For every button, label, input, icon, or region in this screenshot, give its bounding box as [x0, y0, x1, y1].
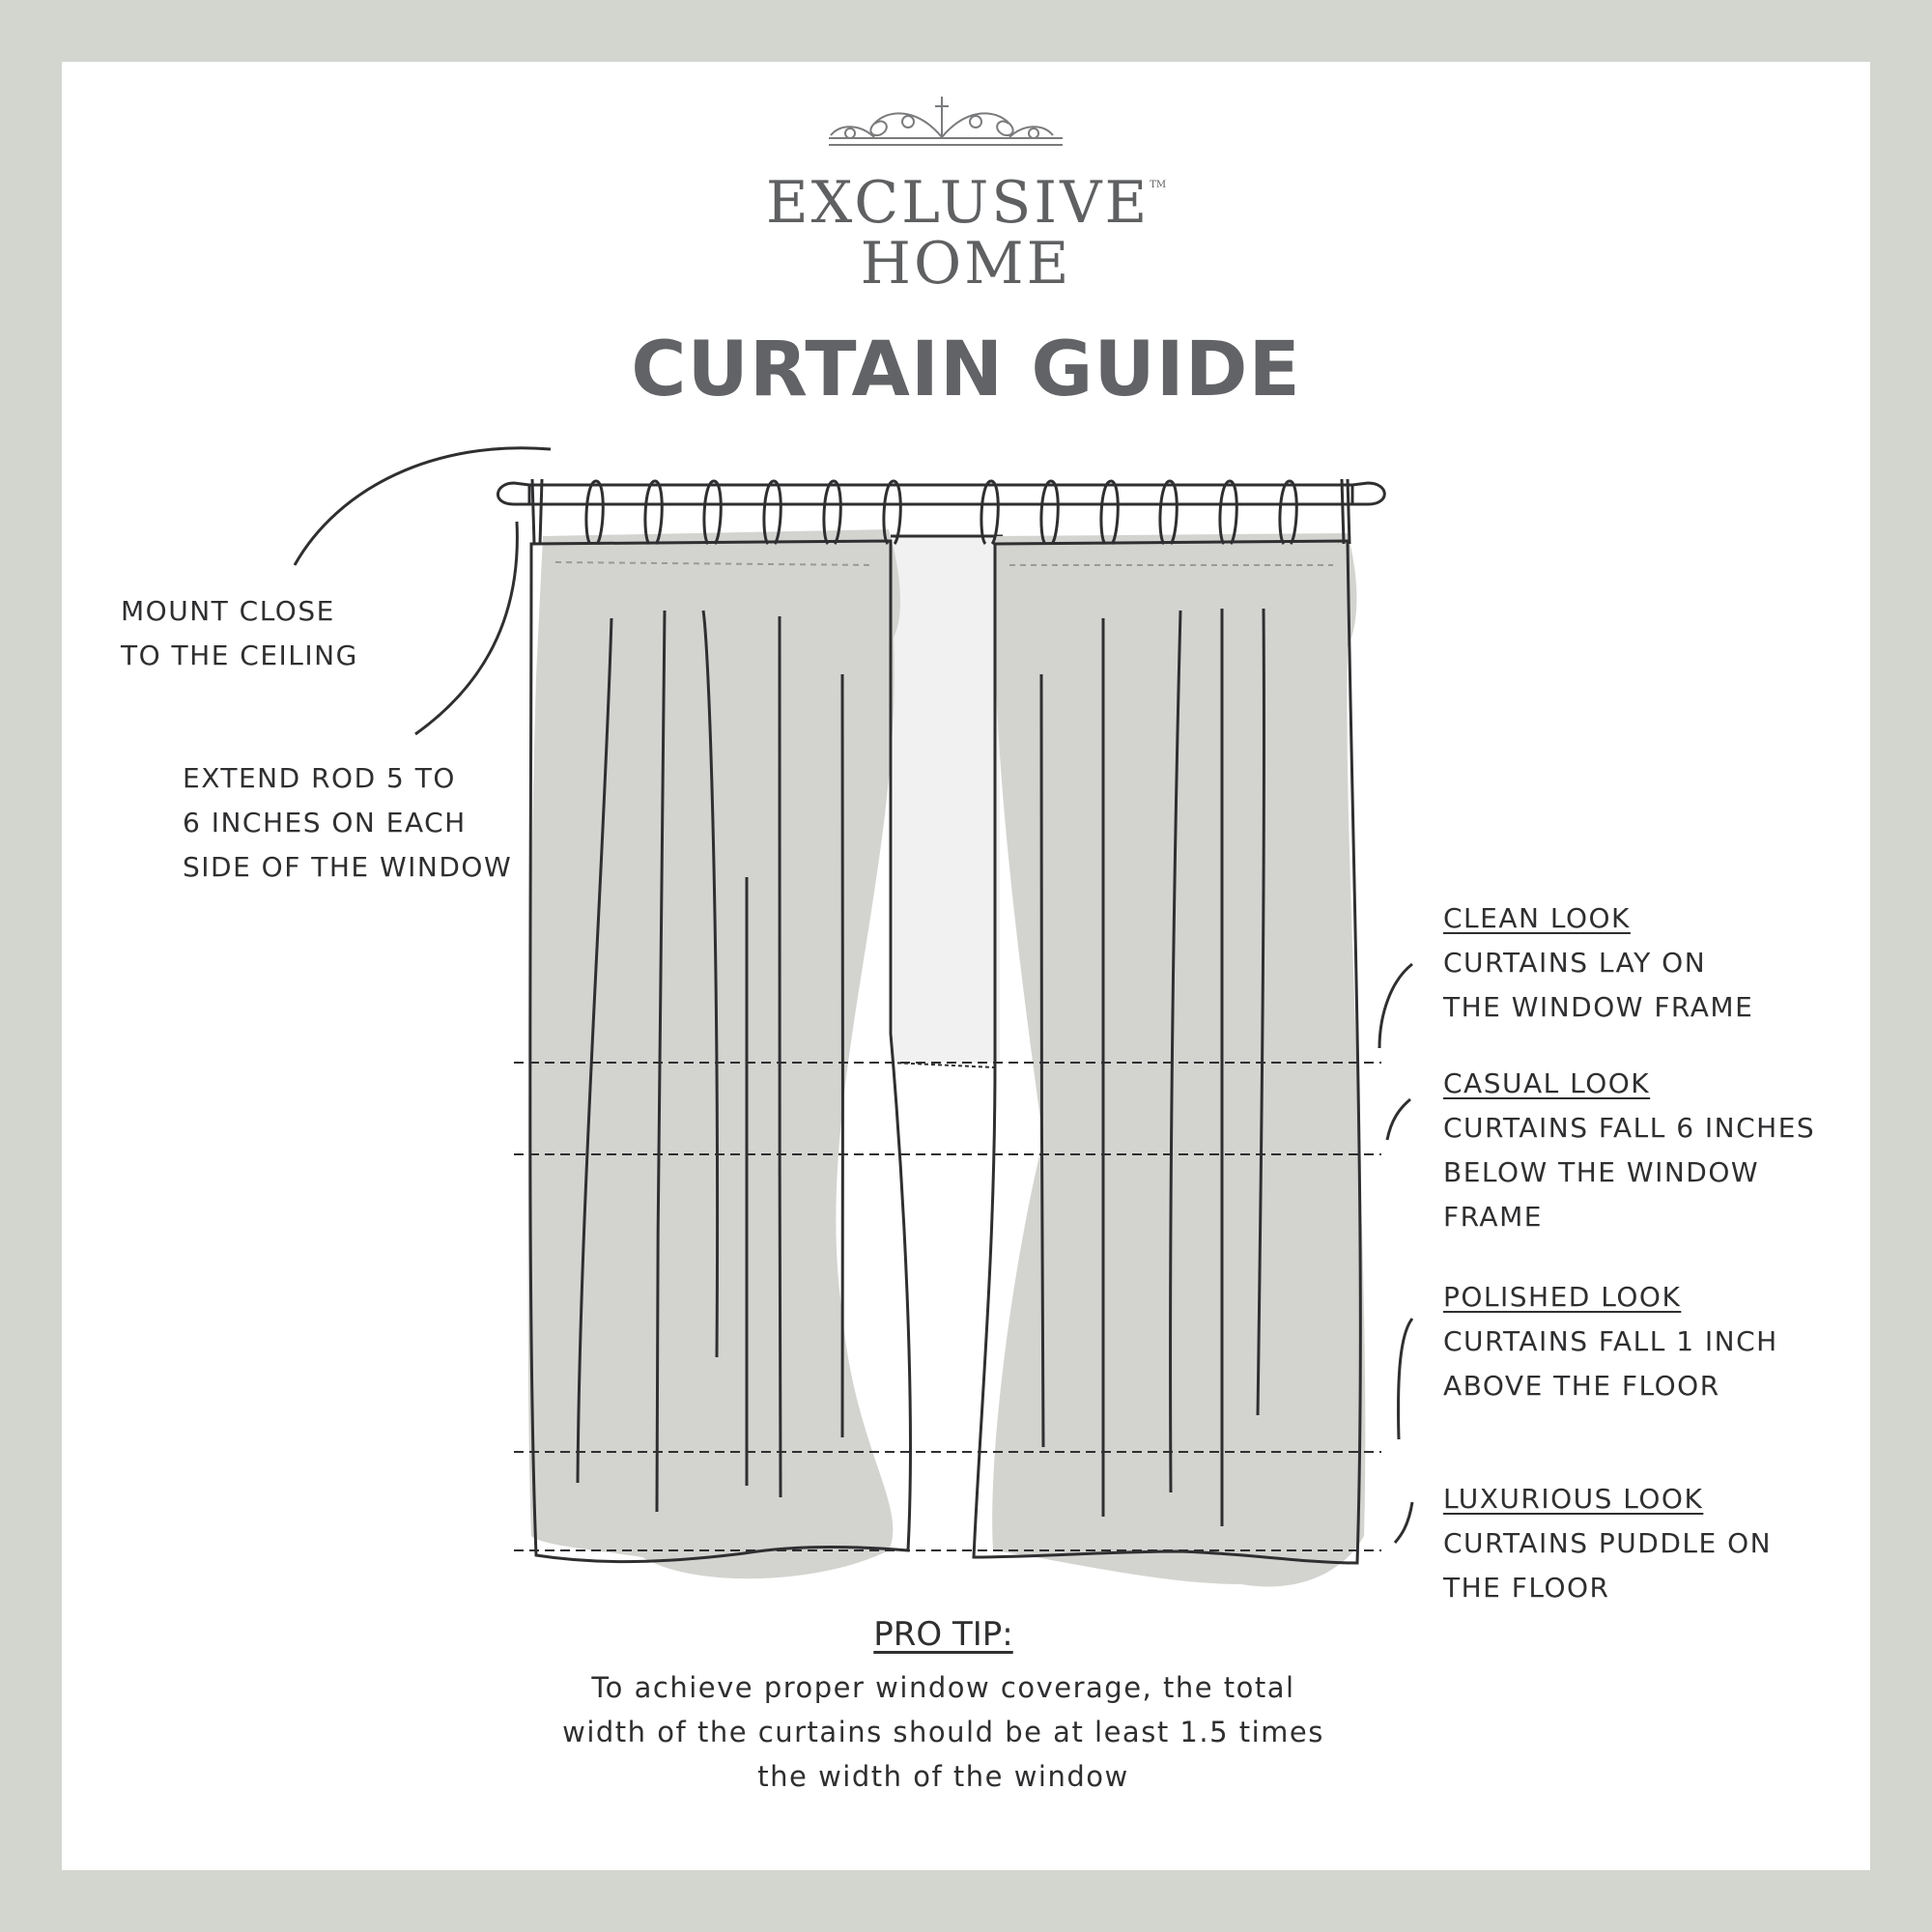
- casual-look-heading: CASUAL LOOK: [1443, 1067, 1651, 1099]
- polished-callout-curve: [1399, 1319, 1412, 1439]
- brand-word-exclusive: EXCLUSIVE: [765, 169, 1151, 237]
- pro-tip-body: [0, 1665, 1887, 1799]
- mount-callout-line: MOUNT CLOSE: [121, 595, 335, 627]
- luxurious-look-callout: [1443, 1477, 1772, 1610]
- luxurious-look-line: THE FLOOR: [1443, 1572, 1610, 1604]
- page-title: CURTAIN GUIDE: [631, 327, 1301, 413]
- polished-look-line: ABOVE THE FLOOR: [1443, 1370, 1720, 1402]
- mount-callout: [121, 589, 358, 678]
- brand-name-line1: [0, 169, 1932, 237]
- ring: [1101, 481, 1118, 544]
- left-curtain-fabric: [528, 529, 900, 1578]
- polished-look-callout: [1443, 1275, 1778, 1408]
- polished-look-line: CURTAINS FALL 1 INCH: [1443, 1325, 1778, 1357]
- casual-look-line: CURTAINS FALL 6 INCHES: [1443, 1112, 1816, 1144]
- clean-look-heading: CLEAN LOOK: [1443, 902, 1631, 934]
- extend-callout-curve: [415, 522, 517, 734]
- clean-look-line: CURTAINS LAY ON: [1443, 947, 1707, 979]
- clean-look-line: THE WINDOW FRAME: [1443, 991, 1754, 1023]
- clean-look-callout: [1443, 896, 1753, 1030]
- luxurious-callout-curve: [1395, 1502, 1412, 1543]
- brand-name-line2: HOME: [860, 230, 1072, 298]
- pro-tip-line: width of the curtains should be at least 1.5 times: [562, 1716, 1324, 1748]
- luxurious-look-line: CURTAINS PUDDLE ON: [1443, 1527, 1773, 1559]
- ring: [1160, 481, 1177, 544]
- extend-callout-line: 6 INCHES ON EACH: [183, 807, 467, 838]
- extend-callout-line: EXTEND ROD 5 TO: [183, 762, 456, 794]
- polished-look-heading: POLISHED LOOK: [1443, 1281, 1682, 1313]
- ring: [532, 479, 542, 544]
- pleat-line: [780, 616, 781, 1497]
- trademark-mark: TM: [1150, 180, 1167, 190]
- ring: [586, 481, 603, 544]
- ring: [1041, 481, 1058, 544]
- extend-callout-line: SIDE OF THE WINDOW: [183, 851, 513, 883]
- casual-callout-curve: [1387, 1099, 1410, 1140]
- ring: [981, 481, 998, 544]
- casual-look-line: FRAME: [1443, 1201, 1543, 1233]
- mount-callout-line: TO THE CEILING: [121, 639, 358, 671]
- window-light: [894, 536, 1000, 1063]
- casual-look-line: BELOW THE WINDOW: [1443, 1156, 1760, 1188]
- logo-ornament: [829, 97, 1063, 145]
- extend-callout: [183, 756, 512, 890]
- pro-tip-heading: PRO TIP:: [873, 1615, 1013, 1654]
- casual-look-callout: [1443, 1062, 1815, 1239]
- clean-callout-curve: [1379, 964, 1412, 1048]
- mount-callout-curve: [295, 448, 551, 565]
- curtain-rod: [497, 483, 1384, 504]
- pro-tip-line: To achieve proper window coverage, the total: [591, 1671, 1295, 1704]
- luxurious-look-heading: LUXURIOUS LOOK: [1443, 1483, 1704, 1515]
- pro-tip-line: the width of the window: [757, 1760, 1129, 1793]
